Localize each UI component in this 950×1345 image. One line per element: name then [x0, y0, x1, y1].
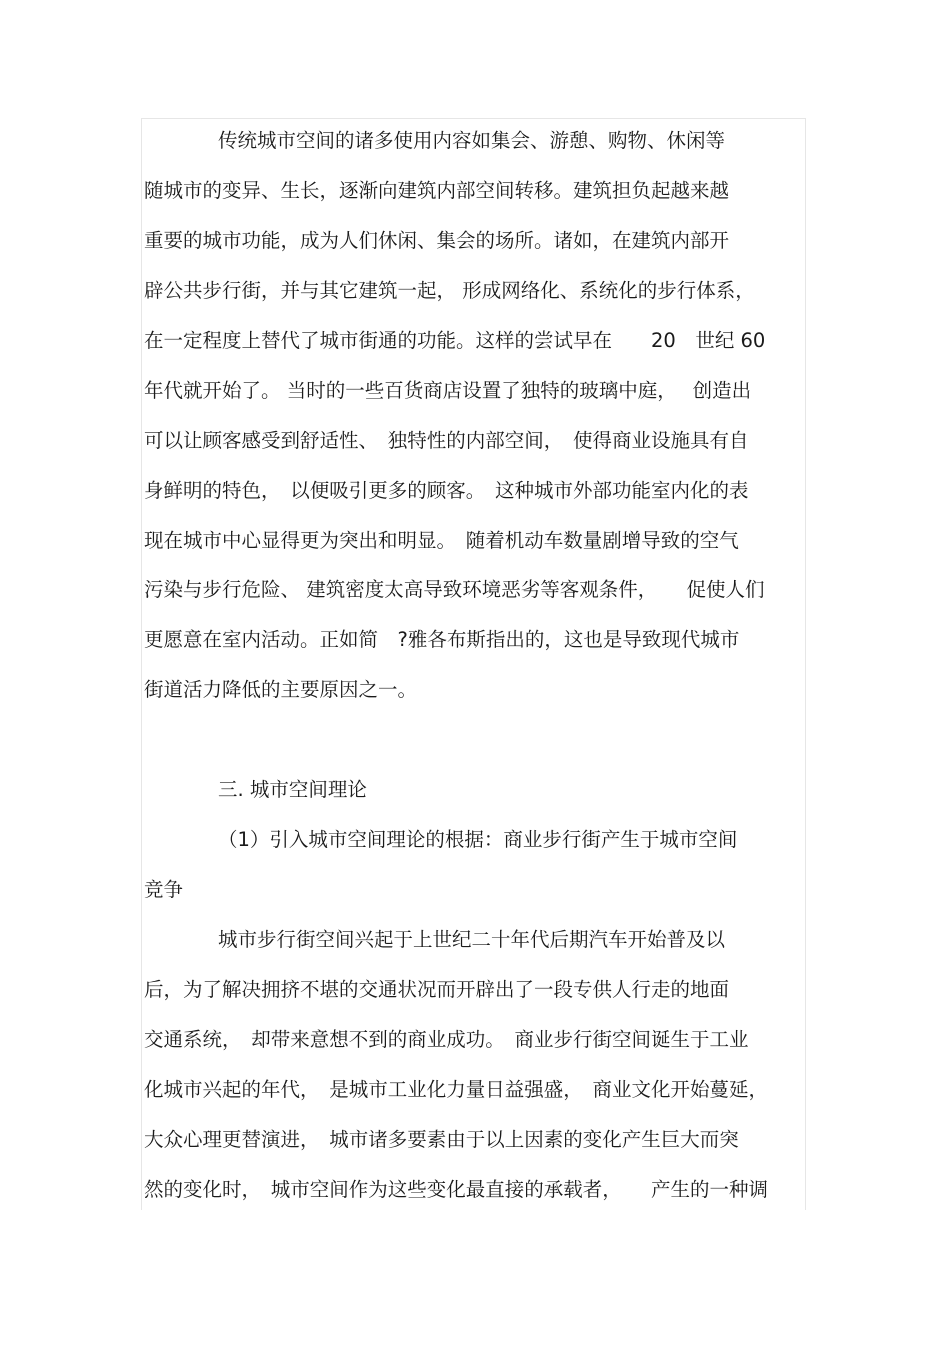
paragraph-1-line-10: 污染与步行危险、 建筑密度太高导致环境恶劣等客观条件， 促使人们	[144, 578, 765, 601]
paragraph-2-line-3: 交通系统， 却带来意想不到的商业成功。 商业步行街空间诞生于工业	[144, 1028, 749, 1051]
paragraph-1-line-3: 重要的城市功能，成为人们休闲、集会的场所。诸如，在建筑内部开	[144, 229, 730, 252]
subheading-line-2: 竞争	[144, 878, 184, 901]
paragraph-1-line-2: 随城市的变异、生长，逐渐向建筑内部空间转移。建筑担负起越来越	[144, 179, 730, 202]
paragraph-2-line-6: 然的变化时， 城市空间作为这些变化最直接的承载者， 产生的一种调	[144, 1178, 769, 1201]
paragraph-2-line-1: 城市步行街空间兴起于上世纪二十年代后期汽车开始普及以	[218, 928, 726, 951]
paragraph-2-line-2: 后，为了解决拥挤不堪的交通状况而开辟出了一段专供人行走的地面	[144, 978, 730, 1001]
paragraph-1-line-4: 辟公共步行街，并与其它建筑一起， 形成网络化、系统化的步行体系，	[144, 279, 755, 302]
paragraph-1-line-11: 更愿意在室内活动。正如简 ?雅各布斯指出的，这也是导致现代城市	[144, 628, 740, 651]
paragraph-1-line-9: 现在城市中心显得更为突出和明显。 随着机动车数量剧增导致的空气	[144, 529, 739, 552]
paragraph-1-line-1: 传统城市空间的诸多使用内容如集会、游憩、购物、休闲等	[218, 129, 726, 152]
paragraph-2-line-4: 化城市兴起的年代， 是城市工业化力量日益强盛， 商业文化开始蔓延，	[144, 1078, 769, 1101]
paragraph-1-line-12: 街道活力降低的主要原因之一。	[144, 678, 418, 701]
section-heading: 三. 城市空间理论	[218, 778, 367, 801]
paragraph-1-line-8: 身鲜明的特色， 以便吸引更多的顾客。 这种城市外部功能室内化的表	[144, 479, 749, 502]
paragraph-1-line-5: 在一定程度上替代了城市街通的功能。这样的尝试早在 20 世纪 60	[144, 329, 766, 352]
paragraph-1-line-7: 可以让顾客感受到舒适性、 独特性的内部空间， 使得商业设施具有自	[144, 429, 749, 452]
subheading-line-1: （1）引入城市空间理论的根据：商业步行街产生于城市空间	[218, 828, 738, 851]
paragraph-1-line-6: 年代就开始了。 当时的一些百货商店设置了独特的玻璃中庭， 创造出	[144, 379, 752, 402]
paragraph-2-line-5: 大众心理更替演进， 城市诸多要素由于以上因素的变化产生巨大而突	[144, 1128, 739, 1151]
